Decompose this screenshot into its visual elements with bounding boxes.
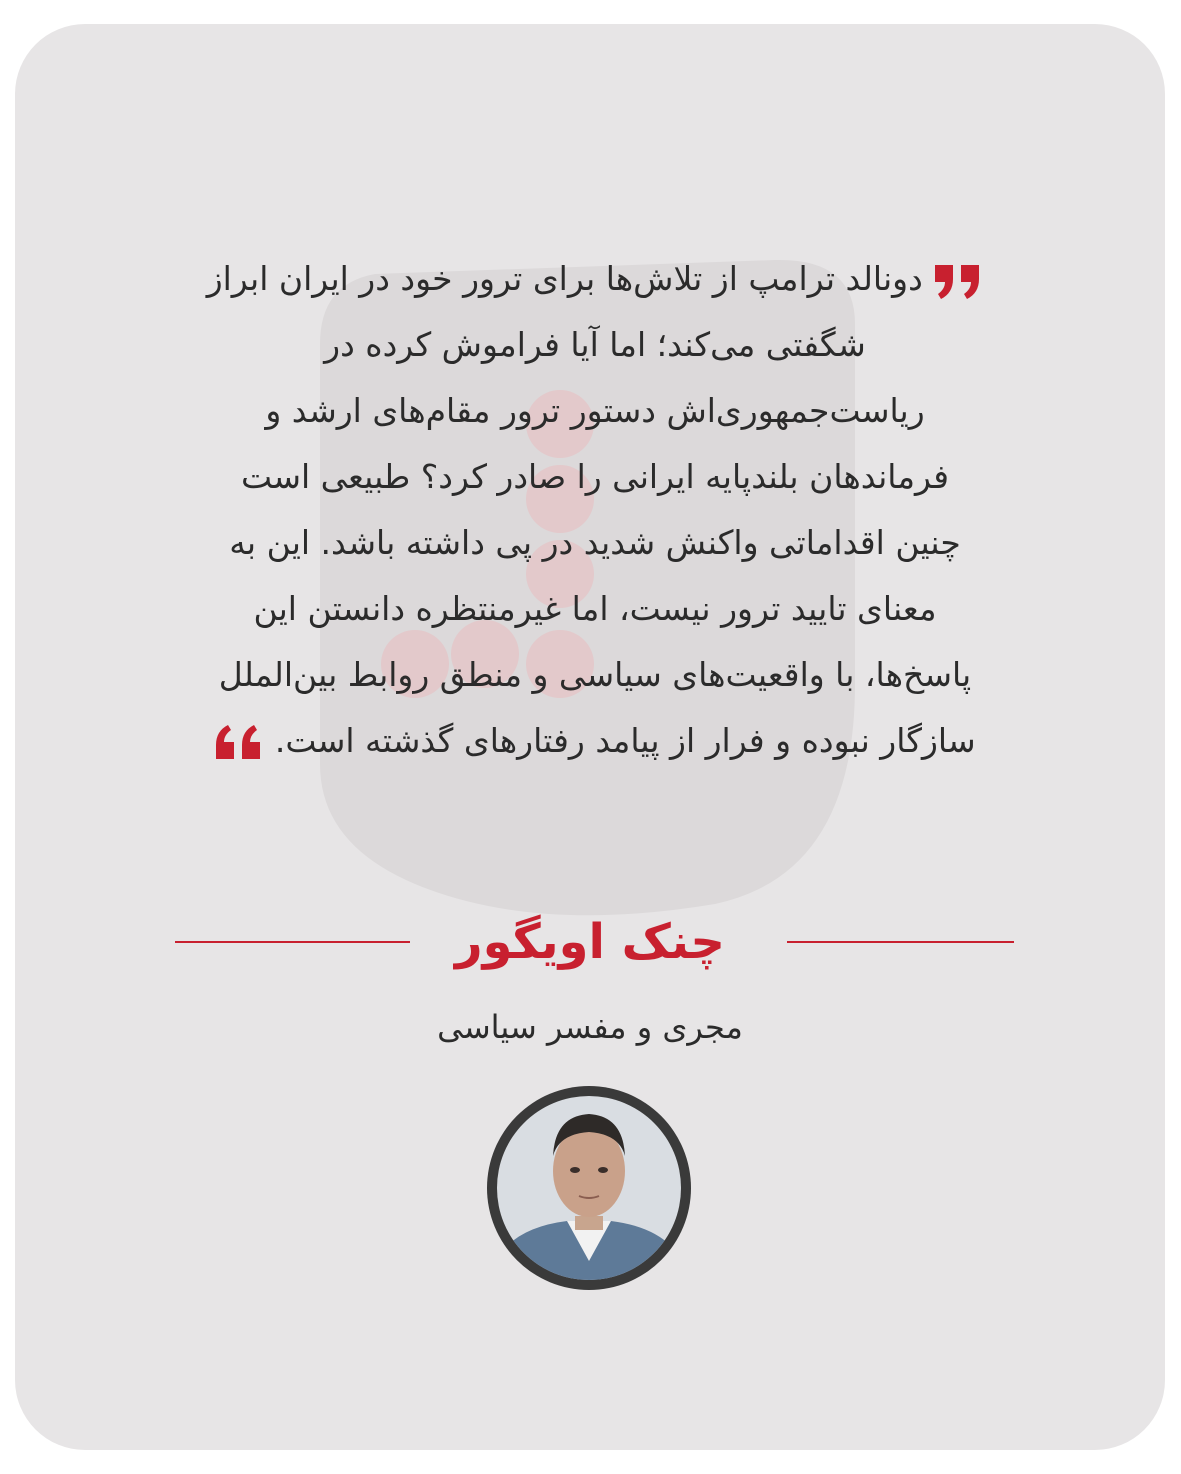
speaker-role: مجری و مفسر سیاسی	[437, 1008, 743, 1046]
quote-line-6: معنای تایید ترور نیست، اما غیرمنتظره دانستن این	[253, 589, 937, 628]
quote-line-5: چنین اقداماتی واکنش شدید در پی داشته باشد. این به	[229, 523, 961, 562]
quote-close-icon	[214, 723, 264, 763]
quote-line-2: شگفتی می‌کند؛ اما آیا فراموش کرده در	[324, 325, 866, 364]
quote-line-3: ریاست‌جمهوری‌اش دستور ترور مقام‌های ارشد و	[265, 391, 925, 430]
quote-open-icon	[933, 261, 983, 301]
quote-line-4: فرماندهان بلندپایه ایرانی را صادر کرد؟ طبیعی است	[240, 457, 950, 496]
quote-line-8: سازگار نبوده و فرار از پیامد رفتارهای گذشته است.	[165, 708, 1025, 774]
quote-text	[165, 246, 1025, 774]
avatar	[487, 1086, 691, 1290]
quote-card	[15, 24, 1165, 1450]
speaker-name: چنک اویگور	[455, 914, 725, 970]
quote-line-1: دونالد ترامپ از تلاش‌ها برای ترور خود در ایران ابراز	[165, 246, 1025, 312]
quote-line-7: پاسخ‌ها، با واقعیت‌های سیاسی و منطق روابط بین‌الملل	[218, 655, 972, 694]
